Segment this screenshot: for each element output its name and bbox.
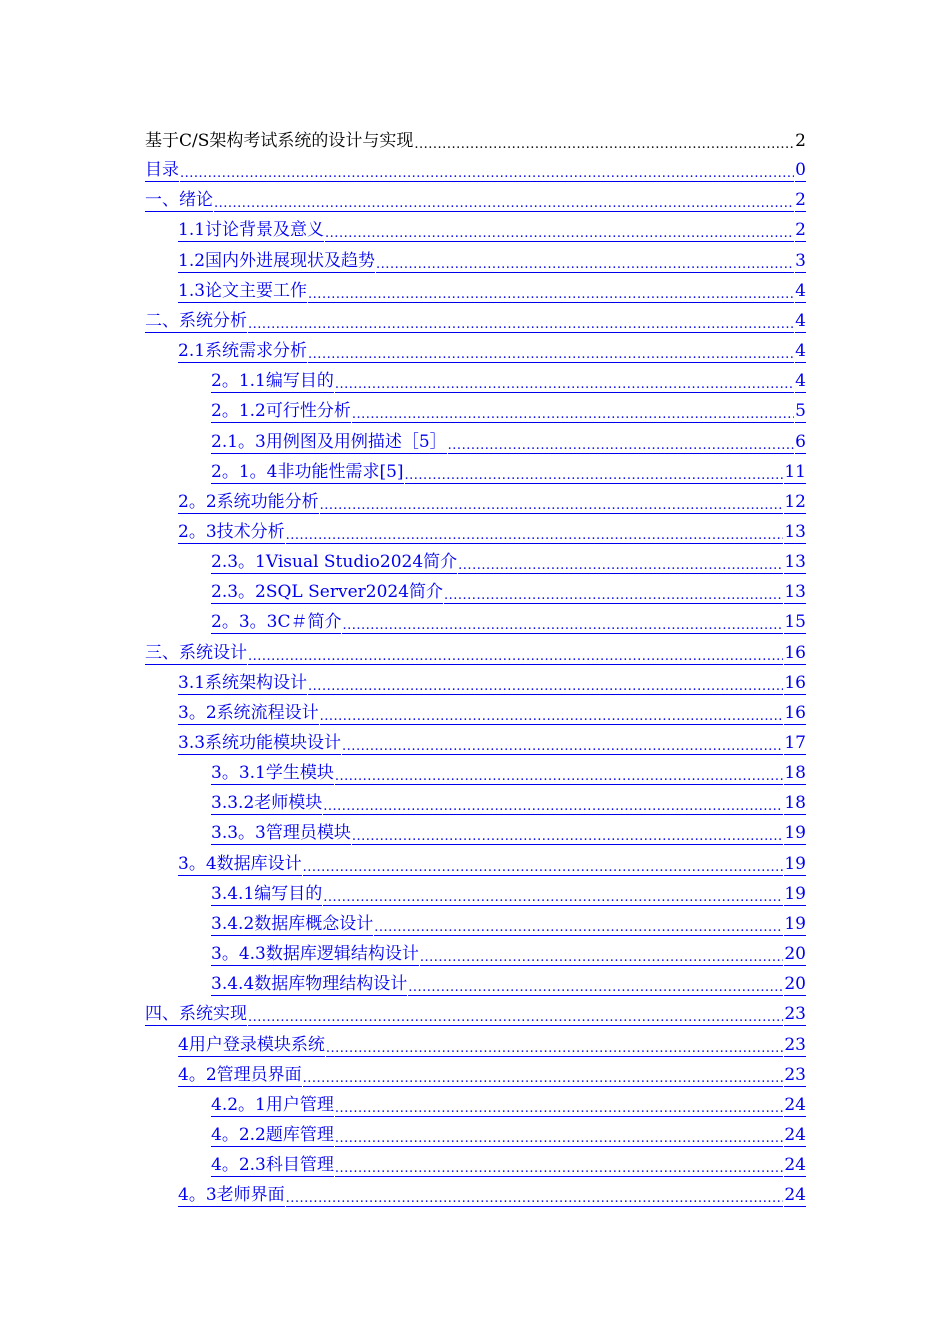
toc-page-number: 12	[784, 491, 806, 512]
toc-page-number: 16	[784, 672, 806, 693]
toc-entry-text: 1.2国内外进展现状及趋势	[178, 250, 376, 271]
toc-page-number: 18	[784, 793, 806, 814]
toc-dot-leader	[303, 853, 784, 876]
toc-dot-leader	[335, 762, 784, 785]
toc-entry-text: 目录	[145, 160, 179, 181]
toc-link[interactable]	[178, 1057, 806, 1087]
toc-entry-text: 4.2。1用户管理	[211, 1094, 334, 1115]
toc-dot-leader	[308, 340, 794, 363]
toc-page-number: 4	[795, 280, 806, 301]
toc-page-number: 24	[784, 1155, 806, 1176]
toc-entry-text: 2.3。1Visual Studio2024简介	[211, 552, 458, 573]
toc-dot-leader	[248, 642, 783, 665]
toc-dot-leader	[303, 1064, 784, 1087]
toc-dot-leader	[335, 1094, 784, 1117]
toc-link[interactable]	[211, 876, 806, 906]
toc-page-number: 13	[784, 582, 806, 603]
toc-entry-text: 基于C/S架构考试系统的设计与实现	[145, 131, 414, 151]
toc-page-number: 20	[784, 944, 806, 965]
toc-entry-text: 4。2.2题库管理	[211, 1124, 334, 1145]
toc-entry-text: 3.3。3管理员模块	[211, 823, 351, 844]
toc-dot-leader	[342, 611, 783, 634]
toc-page-number: 24	[784, 1185, 806, 1206]
toc-entry-text: 4。3老师界面	[178, 1185, 285, 1206]
toc-link[interactable]	[178, 273, 806, 303]
toc-dot-leader	[444, 581, 783, 604]
toc-page-number: 11	[784, 461, 806, 482]
toc-entry-text: 二、系统分析	[145, 310, 247, 331]
toc-page-number: 16	[784, 702, 806, 723]
toc-link[interactable]	[178, 1177, 806, 1207]
toc-entry-text: 2。2系统功能分析	[178, 491, 319, 512]
toc-entry-text: 2。1.2可行性分析	[211, 401, 351, 422]
toc-link[interactable]	[178, 665, 806, 695]
toc-dot-leader	[248, 310, 794, 333]
toc-page-number: 4	[795, 310, 806, 331]
toc-page-number: 2	[795, 131, 806, 151]
toc-entry-text: 四、系统实现	[145, 1004, 247, 1025]
toc-link[interactable]	[145, 182, 806, 212]
toc-dot-leader	[335, 1124, 784, 1147]
toc-link[interactable]	[211, 755, 806, 785]
toc-dot-leader	[286, 1184, 784, 1207]
toc-link[interactable]	[211, 363, 806, 393]
toc-dot-leader	[248, 1003, 783, 1026]
toc-link[interactable]	[211, 454, 806, 484]
toc-page-number: 19	[784, 913, 806, 934]
toc-link[interactable]	[211, 1147, 806, 1177]
toc-entry-text: 3。4.3数据库逻辑结构设计	[211, 944, 419, 965]
toc-dot-leader	[420, 943, 784, 966]
toc-link[interactable]	[178, 695, 806, 725]
toc-dot-leader	[405, 461, 784, 484]
toc-link[interactable]	[211, 906, 806, 936]
toc-entry-text: 3.3系统功能模块设计	[178, 733, 342, 753]
toc-entry-text: 4。2管理员界面	[178, 1064, 302, 1085]
toc-link[interactable]	[211, 785, 806, 815]
toc-dot-leader	[458, 551, 783, 574]
toc-link[interactable]	[178, 846, 806, 876]
toc-dot-leader	[376, 250, 794, 273]
toc-dot-leader	[374, 913, 783, 936]
toc-dot-leader	[352, 400, 794, 423]
toc-dot-leader	[286, 521, 784, 544]
toc-page-number: 17	[784, 733, 806, 753]
toc-link[interactable]	[178, 484, 806, 514]
toc-entry-text: 1.3论文主要工作	[178, 280, 308, 301]
toc-entry-text: 3.3.2老师模块	[211, 793, 323, 814]
toc-entry-text: 1.1讨论背景及意义	[178, 220, 325, 241]
toc-entry-text: 三、系统设计	[145, 642, 247, 663]
toc-dot-leader	[308, 672, 783, 695]
toc-link[interactable]	[211, 544, 806, 574]
toc-title-entry	[145, 122, 806, 152]
toc-link[interactable]	[211, 815, 806, 845]
toc-dot-leader	[342, 732, 783, 755]
toc-entry-text: 2.1系统需求分析	[178, 341, 308, 362]
toc-link[interactable]	[211, 574, 806, 604]
toc-page-number: 2	[795, 190, 806, 211]
toc-page-number: 23	[784, 1064, 806, 1085]
toc-page-number: 19	[784, 853, 806, 874]
toc-page-number: 24	[784, 1124, 806, 1145]
toc-link[interactable]	[211, 1087, 806, 1117]
toc-page-number: 6	[795, 431, 806, 452]
toc-link[interactable]	[211, 604, 806, 634]
toc-dot-leader	[308, 280, 794, 303]
toc-link[interactable]	[211, 966, 806, 996]
toc-link[interactable]	[145, 635, 806, 665]
toc-dot-leader	[414, 130, 794, 152]
toc-link[interactable]	[178, 243, 806, 273]
toc-dot-leader	[335, 1154, 784, 1177]
toc-entry-text: 2.3。2SQL Server2024简介	[211, 582, 444, 603]
toc-link[interactable]	[178, 212, 806, 242]
toc-entry-text: 3.4.1编写目的	[211, 883, 323, 904]
toc-link[interactable]	[211, 936, 806, 966]
toc-dot-leader	[326, 1034, 784, 1057]
toc-entry-text: 2。3。3C＃简介	[211, 612, 342, 633]
toc-dot-leader	[320, 491, 784, 514]
toc-entry-text: 2。1。4非功能性需求[5]	[211, 461, 404, 482]
toc-page-number: 4	[795, 341, 806, 362]
toc-entry-text: 2.1。3用例图及用例描述［5］	[211, 431, 447, 452]
toc-page-number: 4	[795, 371, 806, 392]
toc-entry-text: 3。2系统流程设计	[178, 702, 319, 723]
toc-link[interactable]	[178, 514, 806, 544]
toc-page-number: 3	[795, 250, 806, 271]
toc-page-number: 20	[784, 974, 806, 995]
toc-link[interactable]	[211, 1117, 806, 1147]
toc-dot-leader	[352, 822, 784, 845]
toc-link[interactable]	[145, 303, 806, 333]
toc-page-number: 2	[795, 220, 806, 241]
toc-dot-leader	[180, 159, 794, 182]
toc-dot-leader	[214, 189, 794, 212]
toc-entry-text: 3.4.2数据库概念设计	[211, 913, 374, 934]
toc-link[interactable]	[145, 996, 806, 1026]
toc-dot-leader	[323, 883, 783, 906]
toc-page-number: 24	[784, 1094, 806, 1115]
toc-link[interactable]	[178, 725, 806, 755]
toc-page-number: 13	[784, 552, 806, 573]
toc-link[interactable]	[211, 393, 806, 423]
toc-page-number: 13	[784, 521, 806, 542]
toc-page-number: 18	[784, 763, 806, 784]
toc-page-number: 15	[784, 612, 806, 633]
toc-entry-text: 3.1系统架构设计	[178, 672, 308, 693]
toc-page-number: 23	[784, 1034, 806, 1055]
toc-entry-text: 一、绪论	[145, 190, 213, 211]
toc-page-number: 5	[795, 401, 806, 422]
toc-dot-leader	[323, 792, 783, 815]
toc-entry-text: 2。3技术分析	[178, 521, 285, 542]
toc-dot-leader	[408, 973, 783, 996]
toc-dot-leader	[325, 219, 794, 242]
toc-entry-text: 2。1.1编写目的	[211, 371, 334, 392]
toc-page-number: 16	[784, 642, 806, 663]
toc-dot-leader	[335, 370, 794, 393]
toc-page-number: 19	[784, 883, 806, 904]
toc-link[interactable]	[145, 152, 806, 182]
toc-entry-text: 3。4数据库设计	[178, 853, 302, 874]
toc-dot-leader	[320, 702, 784, 725]
toc-entry-text: 3.4.4数据库物理结构设计	[211, 974, 408, 995]
toc-page-number: 23	[784, 1004, 806, 1025]
toc-entry-text: 4用户登录模块系统	[178, 1034, 325, 1055]
toc-dot-leader	[448, 431, 795, 454]
toc-page-number: 0	[795, 160, 806, 181]
toc-link[interactable]	[211, 424, 806, 454]
toc-link[interactable]	[178, 333, 806, 363]
toc-entry-text: 4。2.3科目管理	[211, 1155, 334, 1176]
toc-page-number: 19	[784, 823, 806, 844]
toc-entry-text: 3。3.1学生模块	[211, 763, 334, 784]
toc-link[interactable]	[178, 1027, 806, 1057]
